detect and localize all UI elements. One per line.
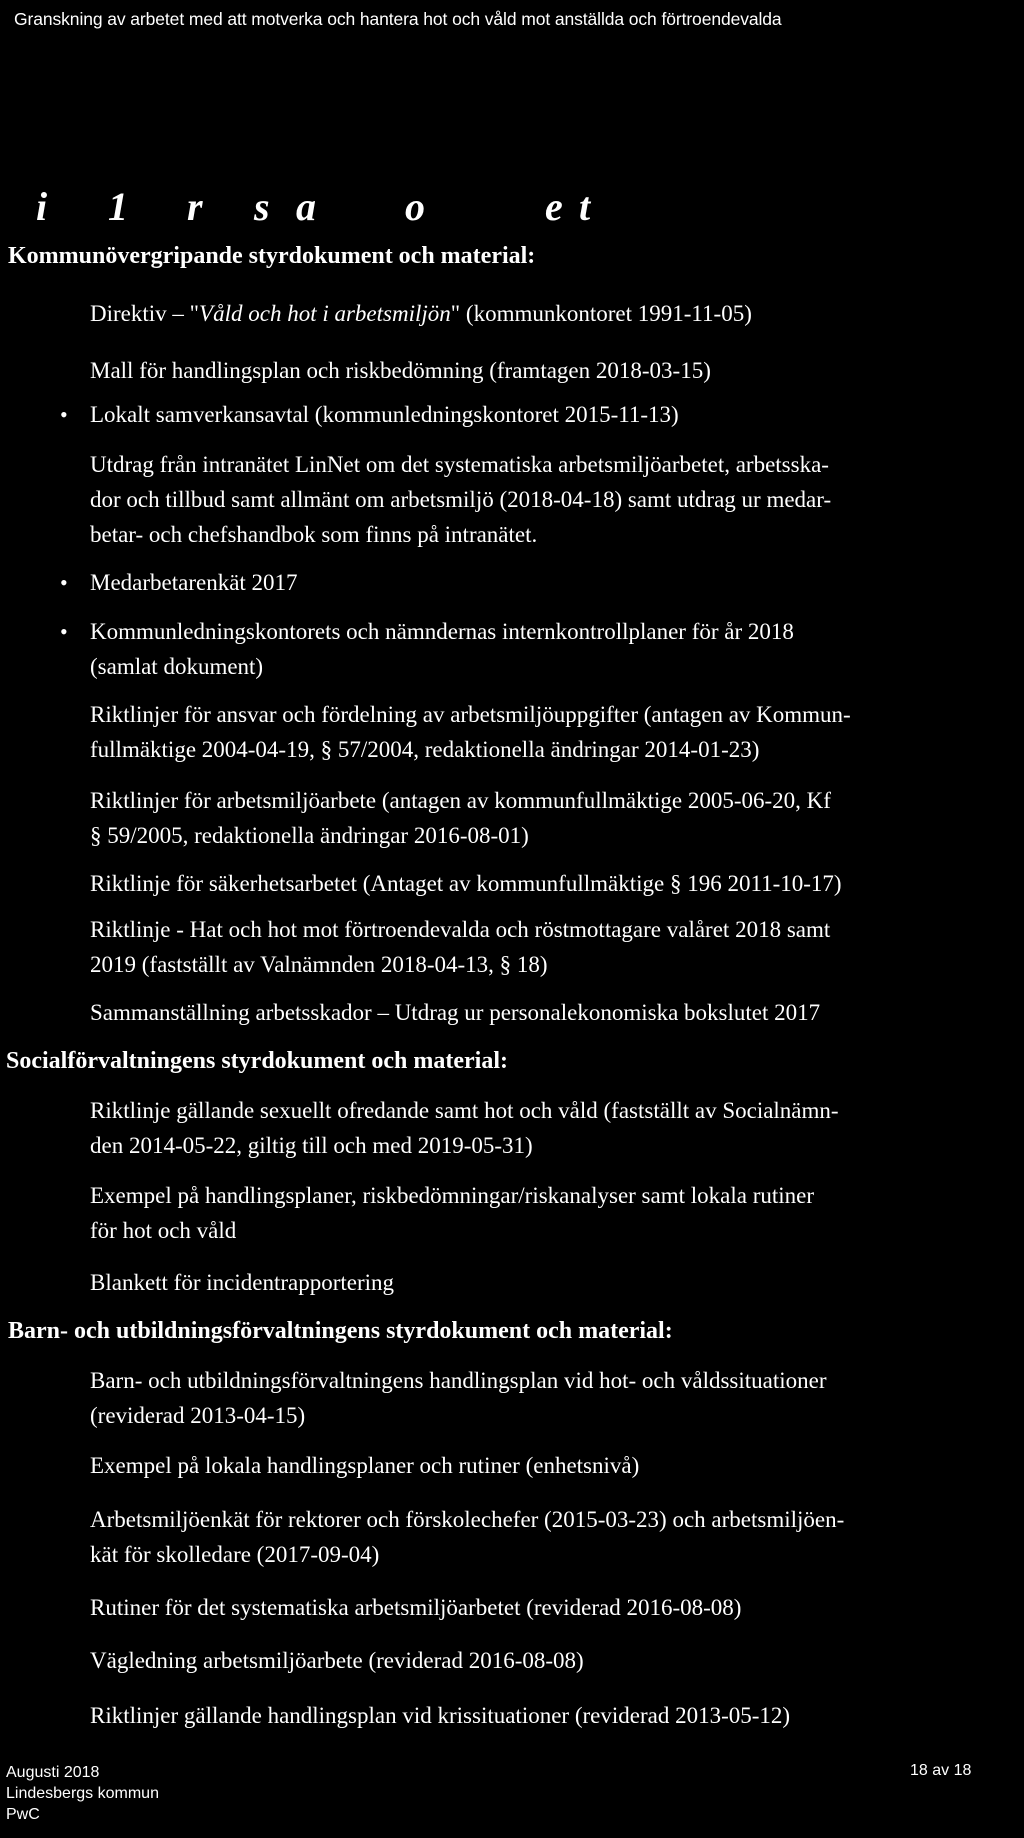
- entry-line: [90, 296, 1024, 331]
- entry-line: Riktlinje gällande sexuellt ofredande samt hot och våld (fastställt av Socialnämn-: [90, 1098, 839, 1123]
- document-entry: [90, 447, 1024, 552]
- title-glyph: s: [254, 184, 270, 229]
- title-glyph: e: [545, 184, 563, 229]
- document-entry: [90, 1448, 1024, 1483]
- bullet-marker: •: [60, 570, 68, 595]
- entry-line: Riktlinjer för arbetsmiljöarbete (antagen av kommunfullmäktige 2005-06-20, Kf: [90, 788, 831, 813]
- entry-line: Riktlinjer för ansvar och fördelning av arbetsmiljöuppgifter (antagen av Kommun-: [90, 702, 851, 727]
- entry-text-after: " (kommunkontoret 1991-11-05): [450, 301, 752, 326]
- entry-line: (reviderad 2013-04-15): [90, 1403, 306, 1428]
- document-entry: [90, 783, 1024, 853]
- document-entry: [90, 912, 1024, 982]
- title-glyph: o: [405, 184, 425, 229]
- entry-line: betar- och chefshandbok som finns på intranätet.: [90, 522, 538, 547]
- title-glyph: a: [296, 184, 316, 229]
- entry-line: Blankett för incidentrapportering: [90, 1270, 395, 1295]
- footer-date: Augusti 2018: [6, 1764, 100, 1781]
- title-glyph: t: [579, 184, 591, 229]
- entry-line: kät för skolledare (2017-09-04): [90, 1542, 380, 1567]
- section-heading-municipal: Kommunövergripande styrdokument och material:: [8, 243, 536, 269]
- entry-line: Vägledning arbetsmiljöarbete (reviderad 2016-08-08): [90, 1648, 584, 1673]
- entry-line: Sammanställning arbetsskador – Utdrag ur personalekonomiska bokslutet 2017: [90, 1000, 821, 1025]
- entry-line: Exempel på lokala handlingsplaner och rutiner (enhetsnivå): [90, 1453, 640, 1478]
- document-entry: [90, 1643, 1024, 1678]
- document-entry: [60, 565, 1024, 600]
- entry-line: Riktlinjer gällande handlingsplan vid krissituationer (reviderad 2013-05-12): [90, 1703, 791, 1728]
- entry-line: Utdrag från intranätet LinNet om det systematiska arbetsmiljöarbetet, arbetsska-: [90, 452, 829, 477]
- document-entry: [90, 1502, 1024, 1572]
- title-glyph: 1: [108, 184, 128, 229]
- entry-line: (samlat dokument): [90, 654, 264, 679]
- entry-line: Rutiner för det systematiska arbetsmiljöarbetet (reviderad 2016-08-08): [90, 1595, 742, 1620]
- entry-line: Mall för handlingsplan och riskbedömning (framtagen 2018-03-15): [90, 358, 711, 383]
- entry-line: Riktlinje för säkerhetsarbetet (Antaget av kommunfullmäktige § 196 2011-10-17): [90, 871, 842, 896]
- page-number: 18 av 18: [910, 1762, 972, 1779]
- document-entry: [90, 353, 1024, 388]
- document-entry: [90, 995, 1024, 1030]
- entry-line: fullmäktige 2004-04-19, § 57/2004, redaktionella ändringar 2014-01-23): [90, 737, 760, 762]
- document-entry: [90, 296, 1024, 331]
- footer-firm: PwC: [6, 1806, 40, 1823]
- bullet-marker: •: [60, 619, 68, 644]
- entry-line: Arbetsmiljöenkät för rektorer och förskolechefer (2015-03-23) och arbetsmiljöen-: [90, 1507, 845, 1532]
- document-entry: [90, 1265, 1024, 1300]
- title-glyph: r: [187, 184, 203, 229]
- entry-line: den 2014-05-22, giltig till och med 2019-05-31): [90, 1133, 533, 1158]
- document-entry: [90, 697, 1024, 767]
- document-entry: [60, 614, 1024, 684]
- entry-line: Medarbetarenkät 2017: [90, 570, 298, 595]
- document-entry: [90, 1590, 1024, 1625]
- entry-line: dor och tillbud samt allmänt om arbetsmiljö (2018-04-18) samt utdrag ur medar-: [90, 487, 832, 512]
- entry-text-emphasis: Våld och hot i arbetsmiljön: [199, 301, 451, 326]
- footer-organization: Lindesbergs kommun: [6, 1785, 159, 1802]
- section-heading-education: Barn- och utbildningsförvaltningens styrdokument och material:: [8, 1318, 673, 1344]
- entry-line: Lokalt samverkansavtal (kommunledningskontoret 2015-11-13): [90, 402, 679, 427]
- section-heading-social: Socialförvaltningens styrdokument och material:: [6, 1048, 508, 1074]
- entry-line: för hot och våld: [90, 1218, 237, 1243]
- document-entry: [60, 397, 1024, 432]
- running-header: Granskning av arbetet med att motverka och hantera hot och våld mot anställda och förtroendevalda: [14, 9, 782, 29]
- footer-left: [6, 1762, 159, 1825]
- entry-line: Exempel på handlingsplaner, riskbedömningar/riskanalyser samt lokala rutiner: [90, 1183, 815, 1208]
- title-glyph: i: [36, 184, 48, 229]
- entry-line: 2019 (fastställt av Valnämnden 2018-04-13, § 18): [90, 952, 548, 977]
- entry-line: Kommunledningskontorets och nämndernas internkontrollplaner för år 2018: [90, 619, 794, 644]
- entry-text-before: Direktiv – ": [90, 301, 200, 326]
- entry-line: Riktlinje - Hat och hot mot förtroendevalda och röstmottagare valåret 2018 samt: [90, 917, 831, 942]
- document-entry: [90, 1363, 1024, 1433]
- bullet-marker: •: [60, 402, 68, 427]
- document-entry: [90, 1093, 1024, 1163]
- entry-line: Barn- och utbildningsförvaltningens handlingsplan vid hot- och våldssituationer: [90, 1368, 827, 1393]
- document-entry: [90, 1698, 1024, 1733]
- entry-line: § 59/2005, redaktionella ändringar 2016-08-01): [90, 823, 529, 848]
- document-entry: [90, 866, 1024, 901]
- document-entry: [90, 1178, 1024, 1248]
